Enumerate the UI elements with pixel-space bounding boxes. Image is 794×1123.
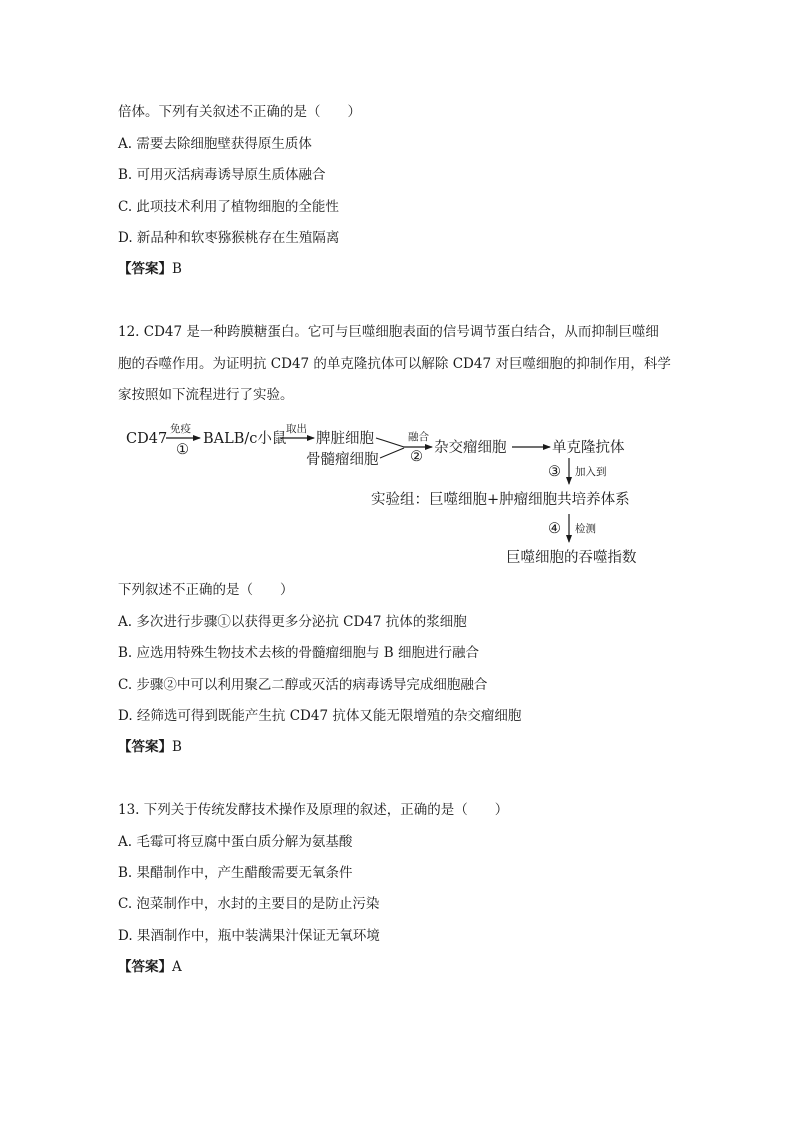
phagocytic-index-label: 巨噬细胞的吞噬指数 bbox=[506, 550, 637, 566]
mouse-label: BALB/c小鼠 bbox=[203, 431, 287, 447]
hybridoma-cells-label: 杂交瘤细胞 bbox=[434, 440, 507, 456]
add-to-label: 加入到 bbox=[575, 466, 607, 478]
q13-option-d: D. 果酒制作中，瓶中装满果汁保证无氧环境 bbox=[118, 928, 380, 944]
answer-label: 【答案】 bbox=[118, 261, 172, 277]
q12-stem-line-1: 12. CD47 是一种跨膜糖蛋白。它可与巨噬细胞表面的信号调节蛋白结合，从而抑制巨噬细 bbox=[118, 324, 659, 340]
step-4-label: ④ bbox=[548, 521, 561, 537]
q11-stem: 倍体。下列有关叙述不正确的是（ ） bbox=[118, 104, 361, 120]
q13-option-a: A. 毛霉可将豆腐中蛋白质分解为氨基酸 bbox=[118, 834, 353, 850]
q13-answer bbox=[118, 957, 182, 977]
merge-line-top bbox=[376, 438, 404, 447]
q12-option-d: D. 经筛选可得到既能产生抗 CD47 抗体又能无限增殖的杂交瘤细胞 bbox=[118, 708, 522, 724]
spleen-cells-label: 脾脏细胞 bbox=[316, 431, 374, 447]
q11-option-d: D. 新品种和软枣猕猴桃存在生殖隔离 bbox=[118, 230, 340, 246]
q13-stem: 13. 下列关于传统发酵技术操作及原理的叙述，正确的是（ ） bbox=[118, 802, 509, 818]
immunize-label: 免疫 bbox=[170, 423, 191, 435]
monoclonal-antibody-label: 单克隆抗体 bbox=[552, 440, 625, 456]
q12-option-a: A. 多次进行步骤①以获得更多分泌抗 CD47 抗体的浆细胞 bbox=[118, 614, 467, 630]
answer-label: 【答案】 bbox=[118, 739, 172, 755]
cd47-label: CD47 bbox=[126, 431, 168, 447]
q13-option-c: C. 泡菜制作中，水封的主要目的是防止污染 bbox=[118, 896, 380, 912]
step-3-label: ③ bbox=[548, 464, 561, 480]
q11-option-c: C. 此项技术利用了植物细胞的全能性 bbox=[118, 199, 339, 215]
answer-value: B bbox=[172, 739, 182, 755]
step-2-label: ② bbox=[410, 449, 423, 465]
q11-option-a: A. 需要去除细胞壁获得原生质体 bbox=[118, 136, 312, 152]
fuse-label: 融合 bbox=[408, 431, 429, 443]
q12-option-b: B. 应选用特殊生物技术去核的骨髓瘤细胞与 B 细胞进行融合 bbox=[118, 645, 480, 661]
q11-option-b: B. 可用灭活病毒诱导原生质体融合 bbox=[118, 167, 326, 183]
answer-value: B bbox=[172, 261, 182, 277]
experimental-group-label: 实验组：巨噬细胞+肿瘤细胞共培养体系 bbox=[371, 492, 630, 508]
answer-value: A bbox=[172, 959, 182, 975]
answer-label: 【答案】 bbox=[118, 959, 172, 975]
q12-answer bbox=[118, 737, 182, 757]
q12-stem-line-3: 家按照如下流程进行了实验。 bbox=[118, 387, 294, 403]
q11-answer bbox=[118, 259, 182, 279]
myeloma-cells-label: 骨髓瘤细胞 bbox=[306, 452, 379, 468]
q12-option-c: C. 步骤②中可以利用聚乙二醇或灭活的病毒诱导完成细胞融合 bbox=[118, 677, 488, 693]
q12-stem-line-2: 胞的吞噬作用。为证明抗 CD47 的单克隆抗体可以解除 CD47 对巨噬细胞的抑制作用，科学 bbox=[118, 356, 671, 372]
q12-question: 下列叙述不正确的是（ ） bbox=[118, 582, 294, 598]
q13-option-b: B. 果醋制作中，产生醋酸需要无氧条件 bbox=[118, 865, 353, 881]
experiment-flow-diagram bbox=[118, 418, 658, 570]
take-out-label: 取出 bbox=[286, 423, 307, 435]
merge-line-bottom bbox=[380, 448, 404, 458]
detect-label: 检测 bbox=[575, 523, 596, 535]
step-1-label: ① bbox=[176, 442, 189, 458]
